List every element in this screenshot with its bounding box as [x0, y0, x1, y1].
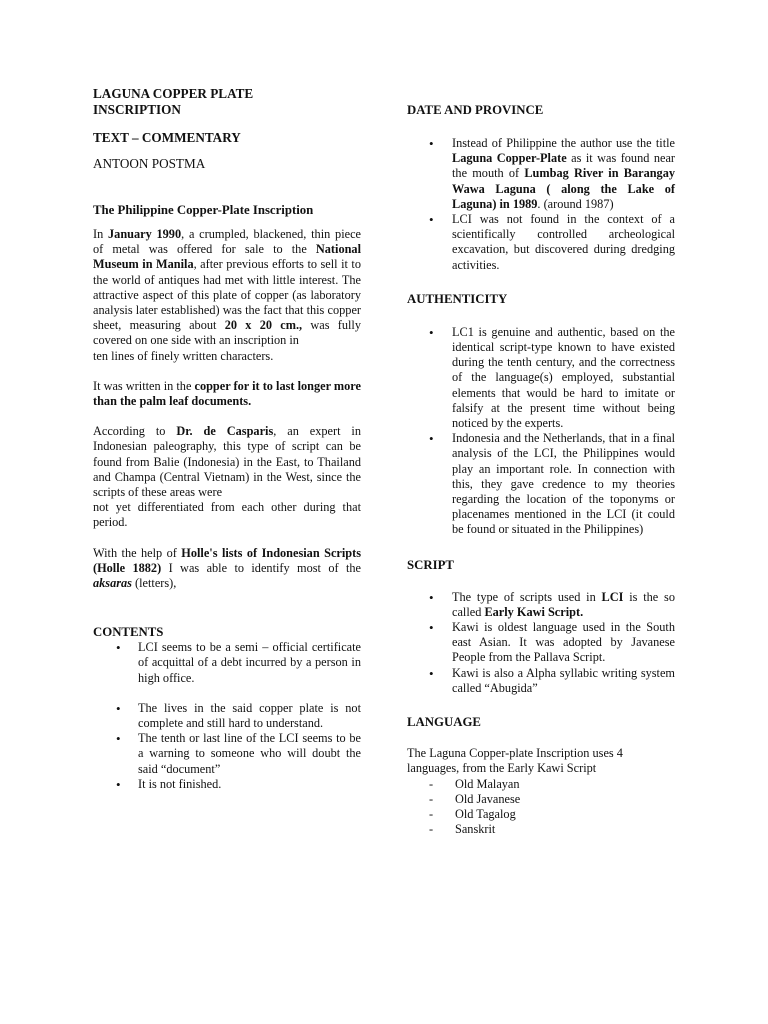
bold-run: copper for it to last longer more than the palm leaf documents.: [93, 378, 361, 409]
date-province-heading: DATE AND PROVINCE: [407, 103, 544, 117]
text-run: The type of scripts used in: [452, 589, 602, 604]
title-line-1: LAGUNA COPPER PLATE: [93, 86, 254, 101]
intro-heading: The Philippine Copper-Plate Inscription: [93, 203, 314, 217]
list-item: • Kawi is also a Alpha syllabic writing system called “Abugida”: [407, 666, 675, 696]
contents-heading: CONTENTS: [93, 625, 164, 640]
text-run: as it was found near the mouth of: [452, 151, 675, 181]
contents-list: [93, 640, 361, 792]
bold-run: Dr. de Casparis: [176, 424, 274, 439]
bold-run: Laguna Copper-Plate: [452, 151, 567, 166]
list-item: [407, 590, 675, 620]
right-column: [407, 102, 675, 837]
language-intro: The Laguna Copper-plate Inscription uses 4 languages, from the Early Kawi Script: [407, 746, 623, 776]
bold-italic-run: aksaras: [93, 576, 132, 591]
list-item: • The lives in the said copper plate is not complete and still hard to understand.: [93, 701, 361, 731]
list-item: - Old Tagalog: [407, 807, 675, 822]
language-heading: LANGUAGE: [407, 715, 481, 730]
bold-run: LCI: [601, 589, 624, 604]
list-item: - Old Javanese: [407, 792, 675, 807]
intro-paragraph-4: [93, 546, 361, 592]
text-run: , after previous efforts to sell it to the world of antiques had met with little interest. The attractive aspect of this plate of copper (as laboratory analysis later established) was the fact that this copper sheet, measuring about: [93, 257, 361, 333]
list-item: • LC1 is genuine and authentic, based on the identical script-type known to have existed during the tenth century, and the correctness of the language(s) employed, substantial elements that would be hard to imitate or falsify at the present time without being noticed by the experts.: [407, 325, 675, 431]
intro-paragraph-3: [93, 424, 361, 500]
document-subtitle: TEXT – COMMENTARY: [93, 130, 241, 145]
text-run: , a crumpled, blackened, thin piece of metal was offered for sale to the: [93, 227, 361, 257]
bold-run: Lumbag River in Barangay Wawa Laguna ( along the Lake of Laguna) in 1989: [452, 166, 676, 211]
script-list: [407, 590, 675, 696]
bold-run: National Museum in Manila: [93, 242, 361, 272]
text-run: With the help of: [93, 545, 182, 560]
text-run: (letters),: [131, 576, 177, 591]
list-item: • Indonesia and the Netherlands, that in a final analysis of the LCI, the Philippines would play an important role. In connection with this, they gave credence to my theories regarding the location of the toponyms or placenames mentioned in the LCI (it could be found or situated in the Philippines): [407, 431, 675, 537]
date-province-list: [407, 136, 675, 273]
bold-run: 20 x 20 cm.,: [224, 318, 303, 333]
list-item: [407, 136, 675, 212]
author-name: ANTOON POSTMA: [93, 156, 206, 171]
bold-run: Holle's lists of Indonesian Scripts (Holle 1882): [93, 545, 361, 575]
language-list: [407, 777, 675, 838]
text-run: was fully covered on one side with an inscription in: [93, 318, 361, 348]
text-run: . (around 1987): [537, 196, 614, 211]
list-item: - Old Malayan: [407, 777, 675, 792]
text-run: I was able to identify most of the: [161, 560, 361, 575]
list-item: • It is not finished.: [93, 777, 361, 792]
text-run: Instead of Philippine the author use the title: [452, 136, 675, 150]
list-item: • Kawi is oldest language used in the South east Asian. It was adopted by Javanese People from the Pallava Script.: [407, 620, 675, 666]
list-item: • The tenth or last line of the LCI seems to be a warning to someone who will doubt the said “document”: [93, 731, 361, 777]
text-run: , an expert in Indonesian paleography, this type of script can be found from Balie (Indonesia) in the East, to Thailand and Champa (Central Vietnam) in the West, since the scripts of these areas were: [93, 424, 361, 500]
text-run: is the so called: [452, 589, 675, 619]
text-run: It was written in the: [93, 378, 195, 393]
intro-paragraph-1: [93, 227, 361, 349]
list-item: • LCI seems to be a semi – official certificate of acquittal of a debt incurred by a person in high office.: [93, 640, 361, 686]
text-run: According to: [93, 424, 177, 439]
intro-paragraph-3-cont: not yet differentiated from each other during that period.: [93, 500, 361, 530]
intro-paragraph-2: [93, 379, 361, 409]
list-item: - Sanskrit: [407, 822, 675, 837]
document-title: [93, 86, 361, 118]
list-item: • LCI was not found in the context of a scientifically controlled archeological excavation, but discovered during dredging activities.: [407, 212, 675, 273]
bold-run: Early Kawi Script.: [484, 604, 584, 619]
left-column: [93, 86, 361, 792]
bold-run: January 1990: [108, 227, 182, 241]
text-run: In: [93, 227, 109, 241]
authenticity-list: [407, 325, 675, 538]
authenticity-heading: AUTHENTICITY: [407, 291, 508, 306]
title-line-2: INSCRIPTION: [93, 102, 181, 117]
intro-paragraph-1-last-line: ten lines of finely written characters.: [93, 348, 274, 363]
script-heading: SCRIPT: [407, 557, 454, 572]
